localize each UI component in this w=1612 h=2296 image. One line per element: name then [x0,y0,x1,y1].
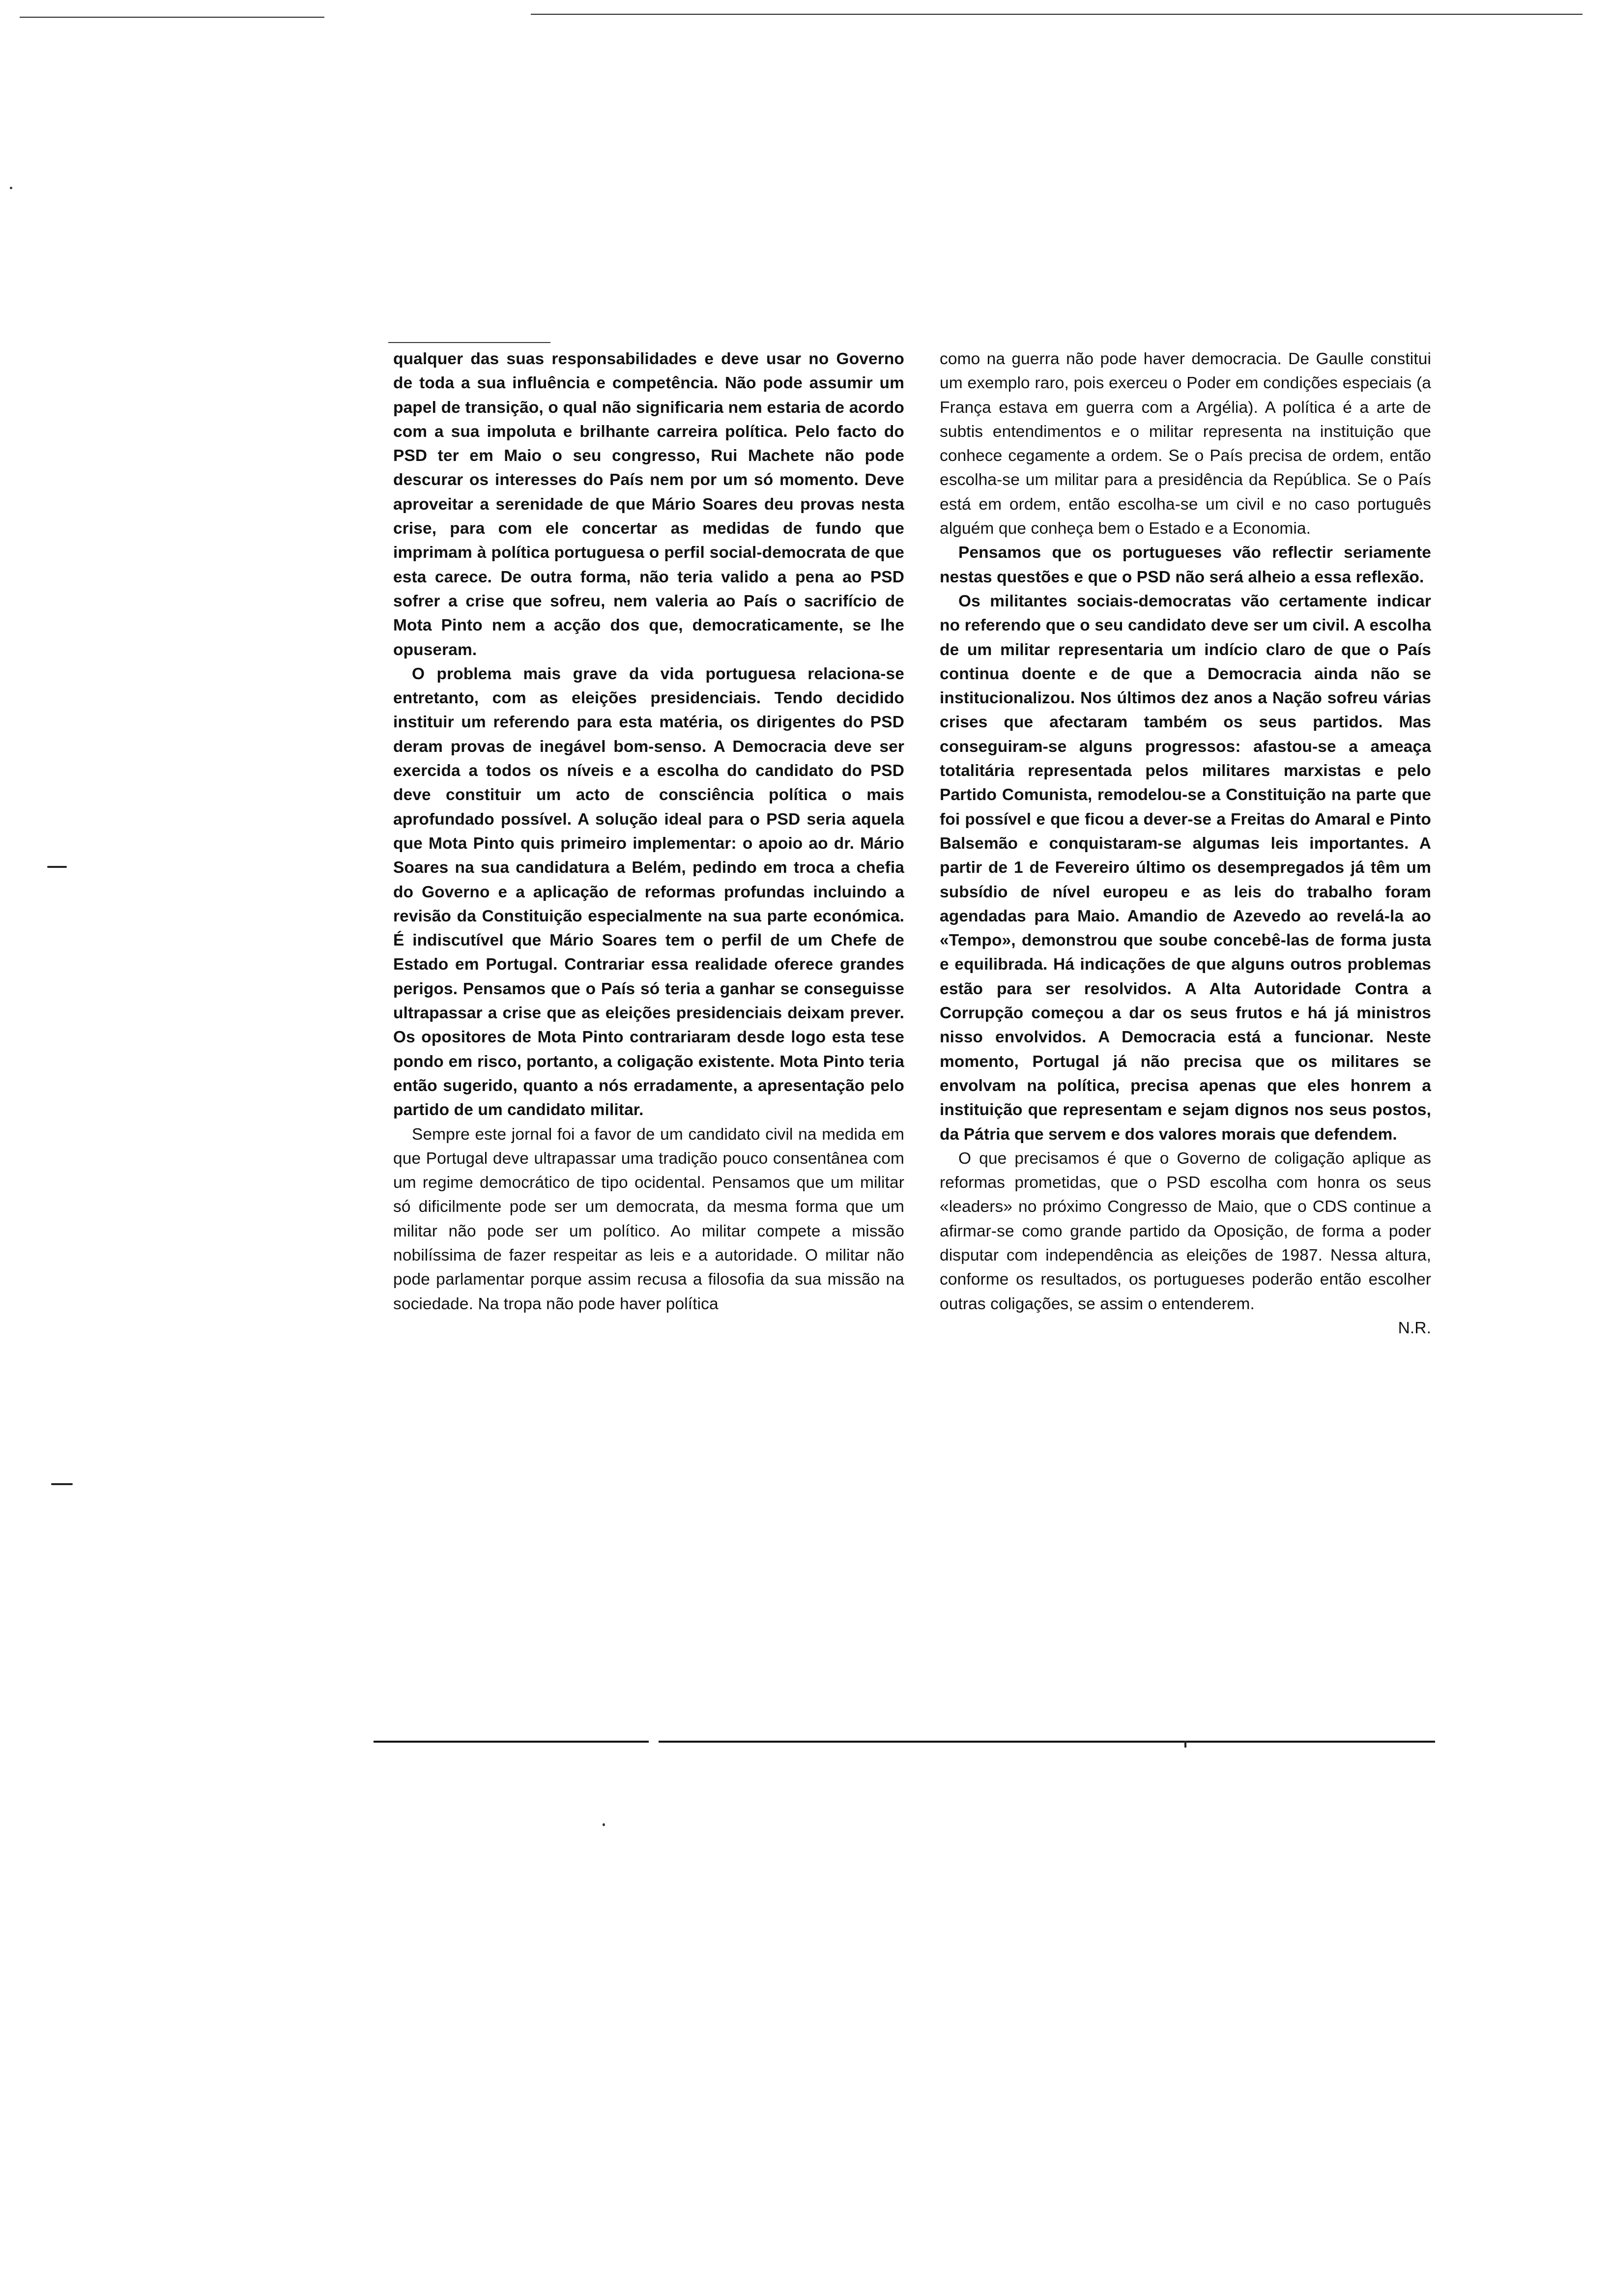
article-paragraph: Sempre este jornal foi a favor de um candidato civil na medida em que Portugal deve ultrapassar uma tradição pouco consentânea com um regime democrático de tipo ocidental. Pensamos que um militar só dificilmente pode ser um democrata, da mesma forma que um militar não pode ser um político. Ao militar compete a missão nobilíssima de fazer respeitar as leis e a autoridade. O militar não pode parlamentar porque assim recusa a filosofia da sua missão na sociedade. Na tropa não pode haver política [393,1125,904,1313]
article-paragraph: como na guerra não pode haver democracia. De Gaulle constitui um exemplo raro, pois exerceu o Poder em condições especiais (a França estava em guerra com a Argélia). A política é a arte de subtis entendimentos e o militar representa na instituição que conhece cegamente a ordem. Se o País precisa de ordem, então escolha-se um militar para a presidência da República. Se o País está em ordem, então escolha-se um civil e no caso português alguém que conheça bem o Estado e a Economia. [940,350,1431,538]
top-scan-line-right [531,14,1583,15]
bottom-rule-right [659,1741,1435,1743]
column-top-rule [388,342,550,343]
author-signature: N.R. [1398,1319,1431,1337]
top-scan-line-left [20,17,324,18]
bottom-rule-left [374,1741,649,1743]
rule-tick [1184,1741,1186,1748]
scan-speck [603,1823,605,1826]
article-paragraph: Pensamos que os portugueses vão reflectir seriamente nestas questões e que o PSD não será alheio a essa reflexão. [940,544,1431,586]
article-right-column [940,347,1431,1340]
margin-mark [47,866,67,868]
article-paragraph: qualquer das suas responsabilidades e deve usar no Governo de toda a sua influência e competência. Não pode assumir um papel de transição, o qual não significaria nem estaria de acordo com a sua impoluta e brilhante carreira política. Pelo facto do PSD ter em Maio o seu congresso, Rui Machete não pode descurar os interesses do País nem por um só momento. Deve aproveitar a serenidade de que Mário Soares deu provas nesta crise, para com ele concertar as medidas de fundo que imprimam à política portuguesa o perfil social-democrata de que esta carece. De outra forma, não teria valido a pena ao PSD sofrer a crise que sofreu, nem valeria ao País o sacrifício de Mota Pinto nem a acção dos que, democraticamente, se lhe opuseram. [393,350,904,659]
article-paragraph: Os militantes sociais-democratas vão certamente indicar no referendo que o seu candidato deve ser um civil. A escolha de um militar representaria um indício claro de que o País continua doente e de que a Democracia ainda não se institucionalizou. Nos últimos dez anos a Nação sofreu várias crises que afectaram também os seus partidos. Mas conseguiram-se alguns progressos: afastou-se a ameaça totalitária representada pelos militares marxistas e pelo Partido Comunista, remodelou-se a Constituição na parte que foi possível e que ficou a dever-se a Freitas do Amaral e Pinto Balsemão e conquistaram-se algumas leis importantes. A partir de 1 de Fevereiro último os desempregados já têm um subsídio de nível europeu e as leis do trabalho foram agendadas para Maio. Amandio de Azevedo ao revelá-la ao «Tempo», demonstrou que soube concebê-las de forma justa e equilibrada. Há indicações de que alguns outros problemas estão para ser resolvidos. A Alta Autoridade Contra a Corrupção começou a dar os seus frutos e há já ministros nisso envolvidos. A Democracia está a funcionar. Neste momento, Portugal já não precisa que os militares se envolvam na política, precisa apenas que eles honrem a instituição que representam e sejam dignos nos seus postos, da Pátria que servem e dos valores morais que defendem. [940,592,1431,1144]
scan-speck [10,187,12,189]
article-left-column [393,347,904,1316]
article-paragraph: O problema mais grave da vida portuguesa relaciona-se entretanto, com as eleições presidenciais. Tendo decidido instituir um referendo para esta matéria, os dirigentes do PSD deram provas de inegável bom-senso. A Democracia deve ser exercida a todos os níveis e a escolha do candidato do PSD deve constituir um acto de consciência política o mais aprofundado possível. A solução ideal para o PSD seria aquela que Mota Pinto quis primeiro implementar: o apoio ao dr. Mário Soares na sua candidatura a Belém, pedindo em troca a chefia do Governo e a aplicação de reformas profundas incluindo a revisão da Constituição especialmente na sua parte económica. É indiscutível que Mário Soares tem o perfil de um Chefe de Estado em Portugal. Contrariar essa realidade oferece grandes perigos. Pensamos que o País só teria a ganhar se conseguisse ultrapassar a crise que as eleições presidenciais deixam prever. Os opositores de Mota Pinto contrariaram desde logo esta tese pondo em risco, portanto, a coligação existente. Mota Pinto teria então sugerido, quanto a nós erradamente, a apresentação pelo partido de um candidato militar. [393,664,904,1119]
margin-mark [51,1483,73,1485]
article-paragraph: O que precisamos é que o Governo de coligação aplique as reformas prometidas, que o PSD escolha com honra os seus «leaders» no próximo Congresso de Maio, que o CDS continue a afirmar-se como grande partido da Oposição, de forma a poder disputar com independência as eleições de 1987. Nessa altura, conforme os resultados, os portugueses poderão então escolher outras coligações, se assim o entenderem. [940,1149,1431,1313]
